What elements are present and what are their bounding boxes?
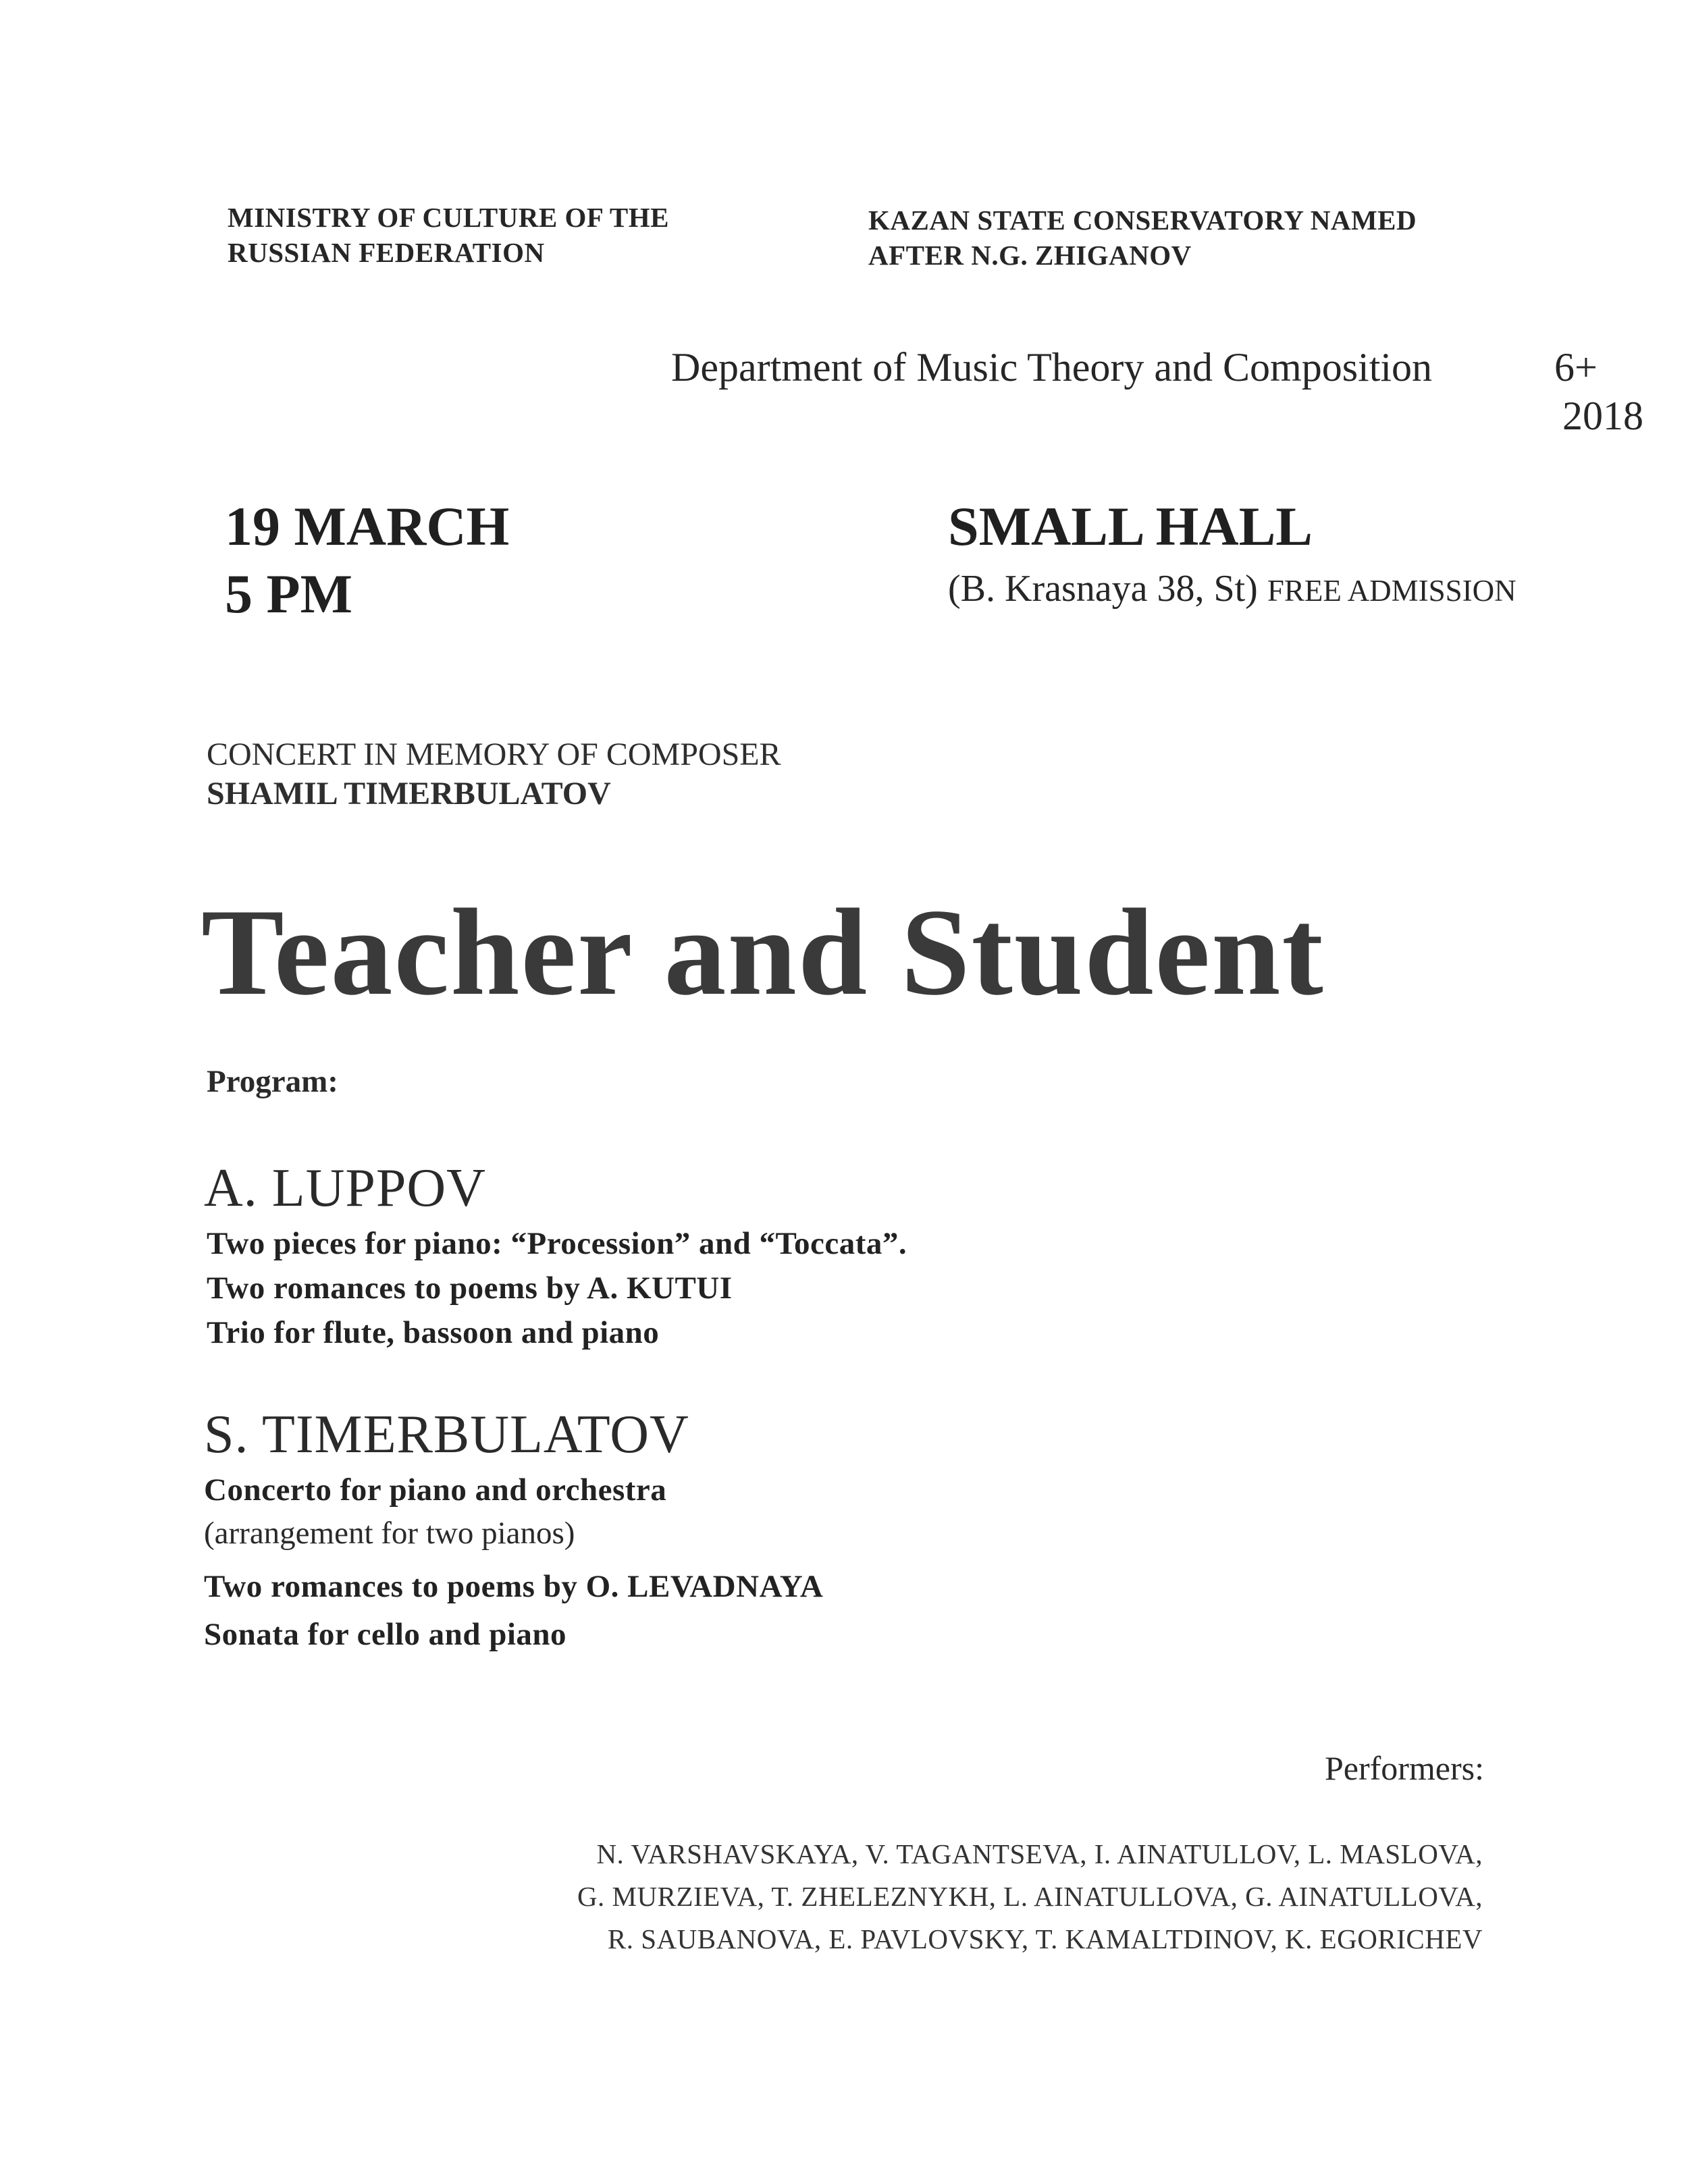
performers-line: N. VARSHAVSKAYA, V. TAGANTSEVA, I. AINATULLOV, L. MASLOVA, [596, 1838, 1483, 1869]
venue-address: (B. Krasnaya 38, St) [948, 568, 1258, 610]
age-rating: 6+ [1554, 345, 1598, 390]
admission-note: FREE ADMISSION [1267, 574, 1516, 608]
performers-line: R. SAUBANOVA, E. PAVLOVSKY, T. KAMALTDINOV, K. EGORICHEV [607, 1923, 1483, 1954]
memorial-note [207, 735, 781, 814]
memorial-line-1: CONCERT IN MEMORY OF COMPOSER [207, 737, 781, 772]
composer-luppov: A. LUPPOV [204, 1158, 486, 1218]
composer-timerbulatov: S. TIMERBULATOV [204, 1405, 689, 1464]
ministry-line-2: RUSSIAN FEDERATION [228, 237, 545, 268]
conservatory-line-1: KAZAN STATE CONSERVATORY NAMED [868, 205, 1417, 236]
work-item: Two romances to poems by A. KUTUI [207, 1271, 733, 1306]
work-item: Sonata for cello and piano [204, 1617, 567, 1652]
venue-address-line [948, 567, 1516, 610]
event-date: 19 MARCH [225, 496, 510, 557]
ministry-header [228, 200, 669, 270]
program-label: Program: [207, 1064, 338, 1099]
ministry-line-1: MINISTRY OF CULTURE OF THE [228, 202, 670, 233]
work-item: Trio for flute, bassoon and piano [207, 1315, 660, 1350]
conservatory-header [868, 203, 1417, 273]
department-name: Department of Music Theory and Composition [671, 345, 1433, 390]
event-time: 5 PM [225, 563, 352, 624]
work-note: (arrangement for two pianos) [204, 1516, 575, 1551]
work-item: Two pieces for piano: “Procession” and “Toccata”. [207, 1226, 907, 1261]
performers-label: Performers: [1324, 1749, 1484, 1787]
work-item: Two romances to poems by O. LEVADNAYA [204, 1569, 824, 1604]
memorial-line-2: SHAMIL TIMERBULATOV [207, 776, 611, 811]
event-datetime [225, 493, 509, 628]
performers-line: G. MURZIEVA, T. ZHELEZNYKH, L. AINATULLOVA, G. AINATULLOVA, [577, 1881, 1483, 1912]
year: 2018 [1562, 394, 1643, 438]
concert-title: Teacher and Student [201, 883, 1325, 1021]
conservatory-line-2: AFTER N.G. ZHIGANOV [868, 240, 1192, 271]
performers-list [577, 1833, 1483, 1961]
venue-name: SMALL HALL [948, 496, 1313, 557]
work-item: Concerto for piano and orchestra [204, 1472, 667, 1508]
